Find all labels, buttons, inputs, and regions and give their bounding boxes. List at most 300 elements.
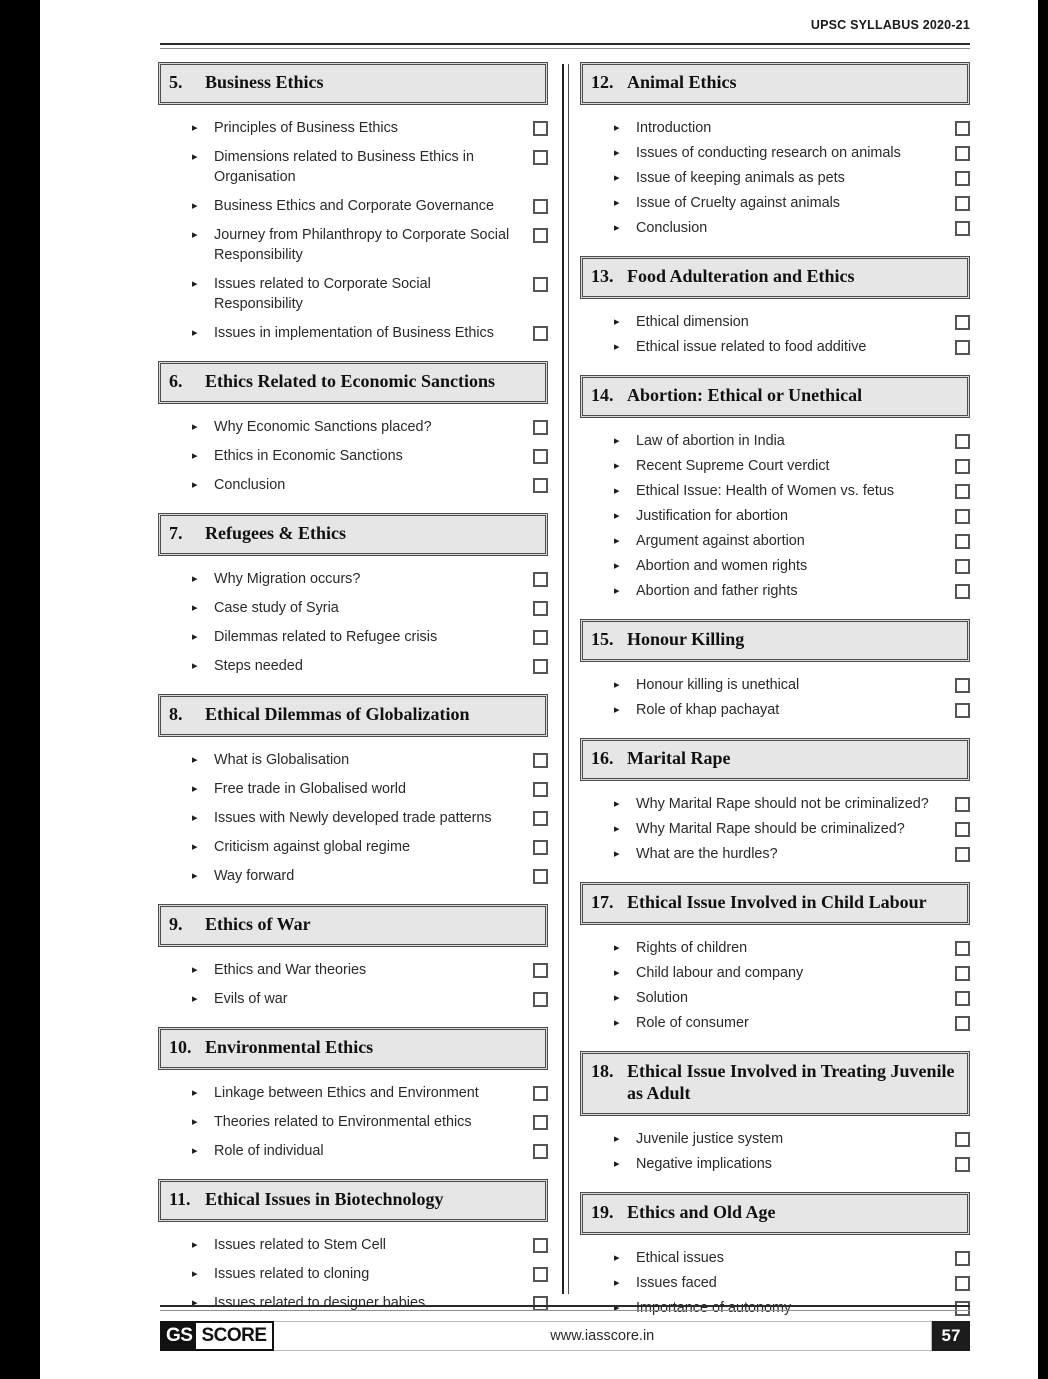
section-header-13 — [580, 256, 970, 299]
checklist-item-label: Role of individual — [214, 1142, 324, 1159]
checklist-item-label: Theories related to Environmental ethics — [214, 1113, 472, 1130]
checkbox[interactable] — [533, 630, 548, 645]
checklist-item[interactable] — [158, 274, 548, 314]
triangle-bullet-icon: ▸ — [192, 1295, 198, 1309]
gsscore-logo — [160, 1321, 274, 1351]
triangle-bullet-icon: ▸ — [614, 1275, 620, 1289]
triangle-bullet-icon: ▸ — [192, 868, 198, 882]
section-number: 18. — [591, 1060, 614, 1081]
triangle-bullet-icon: ▸ — [192, 1266, 198, 1280]
section-number: 6. — [169, 370, 183, 391]
checklist-item-label: Why Migration occurs? — [214, 570, 361, 587]
checklist-item-label: Issues related to Corporate Social Responsibility — [214, 275, 431, 312]
checklist-item[interactable] — [158, 147, 548, 187]
section-header-inner — [160, 906, 546, 945]
section-header-inner — [582, 740, 968, 779]
checkbox[interactable] — [955, 459, 970, 474]
checklist-item[interactable] — [158, 569, 548, 589]
section-number: 8. — [169, 703, 183, 724]
section-item-list — [580, 114, 970, 238]
triangle-bullet-icon: ▸ — [614, 1156, 620, 1170]
checklist-item[interactable] — [580, 819, 970, 839]
section-header-16 — [580, 738, 970, 781]
section-header-17 — [580, 882, 970, 925]
checklist-item-label: Role of consumer — [636, 1014, 749, 1031]
checkbox[interactable] — [955, 991, 970, 1006]
checklist-item[interactable] — [580, 700, 970, 720]
checklist-item-label: Abortion and women rights — [636, 557, 808, 574]
section-title: Abortion: Ethical or Unethical — [627, 384, 863, 405]
checkbox[interactable] — [955, 221, 970, 236]
checklist-item-label: Ethics and War theories — [214, 961, 367, 978]
triangle-bullet-icon: ▸ — [192, 149, 198, 163]
checklist-item-label: Journey from Philanthropy to Corporate Social Responsibility — [214, 226, 510, 263]
triangle-bullet-icon: ▸ — [614, 220, 620, 234]
section-number: 9. — [169, 913, 183, 934]
section-number: 10. — [169, 1036, 192, 1057]
checklist-item-label: Ethical issue related to food additive — [636, 338, 867, 355]
triangle-bullet-icon: ▸ — [614, 796, 620, 810]
triangle-bullet-icon: ▸ — [614, 433, 620, 447]
triangle-bullet-icon: ▸ — [192, 1114, 198, 1128]
header-rule — [160, 43, 970, 49]
triangle-bullet-icon: ▸ — [614, 339, 620, 353]
triangle-bullet-icon: ▸ — [614, 120, 620, 134]
checklist-item[interactable] — [580, 168, 970, 188]
right-column — [580, 62, 970, 1336]
checkbox[interactable] — [955, 534, 970, 549]
checkbox[interactable] — [955, 1276, 970, 1291]
checklist-item[interactable] — [158, 118, 548, 138]
checklist-item[interactable] — [158, 960, 548, 980]
checkbox[interactable] — [533, 659, 548, 674]
checklist-item-label: Ethical Issue: Health of Women vs. fetus — [636, 482, 895, 499]
checklist-item[interactable] — [158, 598, 548, 618]
checklist-item[interactable] — [580, 581, 970, 601]
section-item-list — [158, 1231, 548, 1313]
section-title: Ethical Issues in Biotechnology — [205, 1188, 444, 1209]
checklist-item[interactable] — [580, 938, 970, 958]
triangle-bullet-icon: ▸ — [614, 821, 620, 835]
section-title: Honour Killing — [627, 628, 745, 649]
section-item-list — [580, 790, 970, 864]
section-header-7 — [158, 513, 548, 556]
section-item-list — [580, 671, 970, 720]
checklist-item-label: Conclusion — [214, 476, 286, 493]
checklist-item-label: Issues related to designer babies — [214, 1294, 426, 1311]
checklist-item[interactable] — [158, 196, 548, 216]
triangle-bullet-icon: ▸ — [192, 571, 198, 585]
section-title: Ethical Issue Involved in Child Labour — [627, 891, 927, 912]
checklist-item[interactable] — [580, 118, 970, 138]
section-title: Business Ethics — [205, 72, 324, 92]
checklist-item[interactable] — [580, 312, 970, 332]
checklist-item[interactable] — [580, 531, 970, 551]
page-content — [158, 0, 970, 1379]
checkbox[interactable] — [955, 121, 970, 136]
checklist-item-label: Issues related to Stem Cell — [214, 1236, 386, 1253]
checklist-item-label: Issues faced — [636, 1274, 717, 1291]
checklist-item[interactable] — [158, 1235, 548, 1255]
checklist-item[interactable] — [580, 456, 970, 476]
checklist-item-label: What are the hurdles? — [636, 845, 778, 862]
checkbox[interactable] — [955, 822, 970, 837]
checkbox[interactable] — [533, 1086, 548, 1101]
checkbox[interactable] — [955, 196, 970, 211]
triangle-bullet-icon: ▸ — [614, 314, 620, 328]
checklist-item-label: Recent Supreme Court verdict — [636, 457, 830, 474]
checkbox[interactable] — [955, 966, 970, 981]
running-head: UPSC SYLLABUS 2020-21 — [810, 18, 970, 32]
section-header-inner — [160, 64, 546, 103]
page-number: 57 — [932, 1321, 970, 1351]
triangle-bullet-icon: ▸ — [192, 276, 198, 290]
checklist-item-label: Issue of keeping animals as pets — [636, 169, 845, 186]
section-title: Marital Rape — [627, 747, 731, 768]
checklist-item[interactable] — [580, 1248, 970, 1268]
section-header-inner — [582, 1194, 968, 1233]
section-title: Food Adulteration and Ethics — [627, 265, 855, 286]
section-header-11 — [158, 1179, 548, 1222]
checkbox[interactable] — [533, 782, 548, 797]
section-header-6 — [158, 361, 548, 404]
checklist-item-label: Dilemmas related to Refugee crisis — [214, 628, 438, 645]
checkbox[interactable] — [533, 1267, 548, 1282]
checklist-item[interactable] — [580, 844, 970, 864]
triangle-bullet-icon: ▸ — [614, 145, 620, 159]
checklist-item[interactable] — [580, 143, 970, 163]
checklist-item[interactable] — [158, 1112, 548, 1132]
checklist-item[interactable] — [158, 417, 548, 437]
section-header-10 — [158, 1027, 548, 1070]
checkbox[interactable] — [533, 277, 548, 292]
checkbox[interactable] — [533, 753, 548, 768]
section-header-8 — [158, 694, 548, 737]
checklist-item-label: Why Marital Rape should not be criminalized? — [636, 795, 929, 812]
section-header-inner — [582, 884, 968, 923]
checklist-item[interactable] — [158, 475, 548, 495]
section-item-list — [580, 427, 970, 601]
section-number: 15. — [591, 628, 614, 649]
checklist-item[interactable] — [580, 337, 970, 357]
checklist-item[interactable] — [580, 1154, 970, 1174]
checklist-item-label: Linkage between Ethics and Environment — [214, 1084, 479, 1101]
section-title: Ethics of War — [205, 913, 311, 934]
checklist-item-label: Honour killing is unethical — [636, 676, 800, 693]
checkbox[interactable] — [533, 478, 548, 493]
scan-edge-left — [0, 0, 40, 1379]
section-number: 12. — [591, 72, 614, 92]
checklist-item[interactable] — [158, 1264, 548, 1284]
checkbox[interactable] — [533, 1115, 548, 1130]
section-number: 5. — [169, 72, 183, 92]
checkbox[interactable] — [533, 121, 548, 136]
section-header-12 — [580, 62, 970, 105]
checklist-item-label: Issue of Cruelty against animals — [636, 194, 840, 211]
checklist-item-label: Rights of children — [636, 939, 748, 956]
checkbox[interactable] — [533, 199, 548, 214]
checklist-item-label: Role of khap pachayat — [636, 701, 780, 718]
checkbox[interactable] — [955, 847, 970, 862]
checklist-item-label: Justification for abortion — [636, 507, 788, 524]
section-header-inner — [582, 1053, 968, 1114]
section-header-inner — [582, 377, 968, 416]
checkbox[interactable] — [955, 941, 970, 956]
section-header-inner — [582, 621, 968, 660]
section-item-list — [158, 746, 548, 886]
footer-rule — [160, 1305, 970, 1311]
checklist-item[interactable] — [580, 506, 970, 526]
checklist-item-label: Introduction — [636, 119, 712, 136]
checkbox[interactable] — [955, 1132, 970, 1147]
checklist-item[interactable] — [158, 866, 548, 886]
section-header-5 — [158, 62, 548, 105]
checklist-item-label: What is Globalisation — [214, 751, 350, 768]
checklist-item[interactable] — [158, 446, 548, 466]
section-item-list — [580, 308, 970, 357]
checklist-item-label: Dimensions related to Business Ethics in Organisation — [214, 148, 474, 185]
checklist-item[interactable] — [580, 675, 970, 695]
triangle-bullet-icon: ▸ — [192, 325, 198, 339]
triangle-bullet-icon: ▸ — [192, 1237, 198, 1251]
checkbox[interactable] — [955, 1016, 970, 1031]
triangle-bullet-icon: ▸ — [192, 962, 198, 976]
checkbox[interactable] — [533, 601, 548, 616]
section-number: 13. — [591, 265, 614, 286]
section-header-15 — [580, 619, 970, 662]
triangle-bullet-icon: ▸ — [192, 448, 198, 462]
section-title: Ethics Related to Economic Sanctions — [205, 370, 495, 391]
triangle-bullet-icon: ▸ — [192, 419, 198, 433]
section-title: Refugees & Ethics — [205, 522, 346, 543]
checklist-item-label: Business Ethics and Corporate Governance — [214, 197, 494, 214]
checkbox[interactable] — [955, 171, 970, 186]
checklist-item-label: Importance of autonomy — [636, 1299, 792, 1316]
section-title: Ethics and Old Age — [627, 1201, 776, 1222]
checkbox[interactable] — [533, 992, 548, 1007]
checklist-item[interactable] — [158, 1083, 548, 1103]
section-header-19 — [580, 1192, 970, 1235]
section-header-14 — [580, 375, 970, 418]
triangle-bullet-icon: ▸ — [192, 1085, 198, 1099]
triangle-bullet-icon: ▸ — [192, 658, 198, 672]
triangle-bullet-icon: ▸ — [614, 846, 620, 860]
section-header-9 — [158, 904, 548, 947]
triangle-bullet-icon: ▸ — [614, 1250, 620, 1264]
checklist-item[interactable] — [580, 794, 970, 814]
checkbox[interactable] — [533, 869, 548, 884]
two-column-layout — [158, 62, 970, 1336]
triangle-bullet-icon: ▸ — [192, 781, 198, 795]
triangle-bullet-icon: ▸ — [192, 629, 198, 643]
checklist-item-label: Criticism against global regime — [214, 838, 410, 855]
checklist-item[interactable] — [580, 988, 970, 1008]
section-item-list — [158, 956, 548, 1009]
checklist-item[interactable] — [158, 656, 548, 676]
section-header-inner — [160, 515, 546, 554]
section-item-list — [580, 934, 970, 1033]
section-item-list — [580, 1125, 970, 1174]
triangle-bullet-icon: ▸ — [614, 508, 620, 522]
checklist-item[interactable] — [580, 193, 970, 213]
checkbox[interactable] — [955, 434, 970, 449]
triangle-bullet-icon: ▸ — [614, 1300, 620, 1314]
checklist-item-label: Ethical dimension — [636, 313, 749, 330]
checklist-item-label: Free trade in Globalised world — [214, 780, 406, 797]
triangle-bullet-icon: ▸ — [614, 558, 620, 572]
checkbox[interactable] — [955, 1157, 970, 1172]
checklist-item[interactable] — [158, 225, 548, 265]
checklist-item-label: Ethical issues — [636, 1249, 724, 1266]
checkbox[interactable] — [533, 326, 548, 341]
checkbox[interactable] — [955, 340, 970, 355]
checkbox[interactable] — [955, 797, 970, 812]
triangle-bullet-icon: ▸ — [192, 198, 198, 212]
section-title: Animal Ethics — [627, 72, 737, 92]
checklist-item[interactable] — [580, 218, 970, 238]
checklist-item[interactable] — [158, 779, 548, 799]
section-title: Ethical Issue Involved in Treating Juvenile as Adult — [627, 1060, 955, 1103]
triangle-bullet-icon: ▸ — [614, 965, 620, 979]
triangle-bullet-icon: ▸ — [192, 810, 198, 824]
checklist-item[interactable] — [580, 556, 970, 576]
section-number: 19. — [591, 1201, 614, 1222]
triangle-bullet-icon: ▸ — [614, 990, 620, 1004]
scan-edge-right — [1038, 0, 1048, 1379]
checklist-item[interactable] — [158, 323, 548, 343]
checkbox[interactable] — [533, 449, 548, 464]
checklist-item-label: Evils of war — [214, 990, 288, 1007]
checklist-item[interactable] — [580, 431, 970, 451]
triangle-bullet-icon: ▸ — [192, 477, 198, 491]
checkbox[interactable] — [533, 811, 548, 826]
checkbox[interactable] — [955, 146, 970, 161]
checklist-item-label: Why Marital Rape should be criminalized? — [636, 820, 905, 837]
checklist-item[interactable] — [158, 808, 548, 828]
triangle-bullet-icon: ▸ — [614, 458, 620, 472]
left-column — [158, 62, 548, 1336]
section-item-list — [158, 114, 548, 343]
checkbox[interactable] — [533, 572, 548, 587]
triangle-bullet-icon: ▸ — [614, 1131, 620, 1145]
checklist-item-label: Child labour and company — [636, 964, 804, 981]
checklist-item[interactable] — [580, 963, 970, 983]
checkbox[interactable] — [955, 484, 970, 499]
triangle-bullet-icon: ▸ — [192, 120, 198, 134]
checklist-item[interactable] — [580, 1013, 970, 1033]
triangle-bullet-icon: ▸ — [192, 1143, 198, 1157]
triangle-bullet-icon: ▸ — [192, 991, 198, 1005]
checkbox[interactable] — [955, 678, 970, 693]
section-title: Environmental Ethics — [205, 1036, 374, 1057]
checkbox[interactable] — [533, 1144, 548, 1159]
checklist-item-label: Solution — [636, 989, 689, 1006]
checkbox[interactable] — [955, 1251, 970, 1266]
section-number: 14. — [591, 384, 614, 405]
checklist-item-label: Issues related to cloning — [214, 1265, 370, 1282]
section-header-18 — [580, 1051, 970, 1116]
triangle-bullet-icon: ▸ — [614, 702, 620, 716]
checklist-item[interactable] — [158, 627, 548, 647]
checklist-item-label: Way forward — [214, 867, 295, 884]
triangle-bullet-icon: ▸ — [192, 227, 198, 241]
checklist-item[interactable] — [580, 481, 970, 501]
checkbox[interactable] — [533, 420, 548, 435]
checklist-item[interactable] — [580, 1129, 970, 1149]
checklist-item-label: Case study of Syria — [214, 599, 339, 616]
checklist-item-label: Ethics in Economic Sanctions — [214, 447, 403, 464]
checklist-item-label: Issues of conducting research on animals — [636, 144, 901, 161]
checkbox[interactable] — [955, 559, 970, 574]
triangle-bullet-icon: ▸ — [192, 752, 198, 766]
section-header-inner — [582, 258, 968, 297]
section-item-list — [158, 1079, 548, 1161]
checklist-item-label: Conclusion — [636, 219, 708, 236]
checkbox[interactable] — [533, 963, 548, 978]
triangle-bullet-icon: ▸ — [614, 195, 620, 209]
triangle-bullet-icon: ▸ — [614, 483, 620, 497]
checklist-item[interactable] — [158, 750, 548, 770]
section-title: Ethical Dilemmas of Globalization — [205, 703, 470, 724]
checkbox[interactable] — [955, 509, 970, 524]
triangle-bullet-icon: ▸ — [614, 170, 620, 184]
section-number: 11. — [169, 1188, 191, 1209]
checklist-item-label: Steps needed — [214, 657, 303, 674]
triangle-bullet-icon: ▸ — [614, 677, 620, 691]
checklist-item[interactable] — [580, 1273, 970, 1293]
checklist-item-label: Juvenile justice system — [636, 1130, 784, 1147]
triangle-bullet-icon: ▸ — [614, 583, 620, 597]
page-footer — [160, 1321, 970, 1351]
checklist-item-label: Why Economic Sanctions placed? — [214, 418, 432, 435]
section-number: 17. — [591, 891, 614, 912]
checklist-item-label: Principles of Business Ethics — [214, 119, 398, 136]
section-header-inner — [160, 696, 546, 735]
checkbox[interactable] — [533, 150, 548, 165]
triangle-bullet-icon: ▸ — [192, 600, 198, 614]
triangle-bullet-icon: ▸ — [192, 839, 198, 853]
section-header-inner — [160, 1181, 546, 1220]
section-number: 16. — [591, 747, 614, 768]
logo-gs-text: GS — [162, 1323, 196, 1349]
section-item-list — [158, 413, 548, 495]
checklist-item-label: Law of abortion in India — [636, 432, 785, 449]
checkbox[interactable] — [955, 584, 970, 599]
checkbox[interactable] — [955, 703, 970, 718]
checkbox[interactable] — [533, 1238, 548, 1253]
checklist-item-label: Argument against abortion — [636, 532, 805, 549]
section-number: 7. — [169, 522, 183, 543]
logo-score-text: SCORE — [196, 1323, 271, 1349]
checklist-item-label: Abortion and father rights — [636, 582, 798, 599]
section-header-inner — [582, 64, 968, 103]
checklist-item-label: Negative implications — [636, 1155, 772, 1172]
triangle-bullet-icon: ▸ — [614, 940, 620, 954]
checklist-item[interactable] — [158, 1141, 548, 1161]
section-header-inner — [160, 363, 546, 402]
triangle-bullet-icon: ▸ — [614, 533, 620, 547]
footer-website-url[interactable]: www.iasscore.in — [274, 1321, 932, 1351]
checkbox[interactable] — [533, 228, 548, 243]
checklist-item-label: Issues with Newly developed trade patterns — [214, 809, 492, 826]
checklist-item[interactable] — [158, 837, 548, 857]
checkbox[interactable] — [533, 840, 548, 855]
checklist-item[interactable] — [158, 989, 548, 1009]
checklist-item-label: Issues in implementation of Business Ethics — [214, 324, 494, 341]
section-item-list — [158, 565, 548, 676]
section-header-inner — [160, 1029, 546, 1068]
checkbox[interactable] — [955, 315, 970, 330]
